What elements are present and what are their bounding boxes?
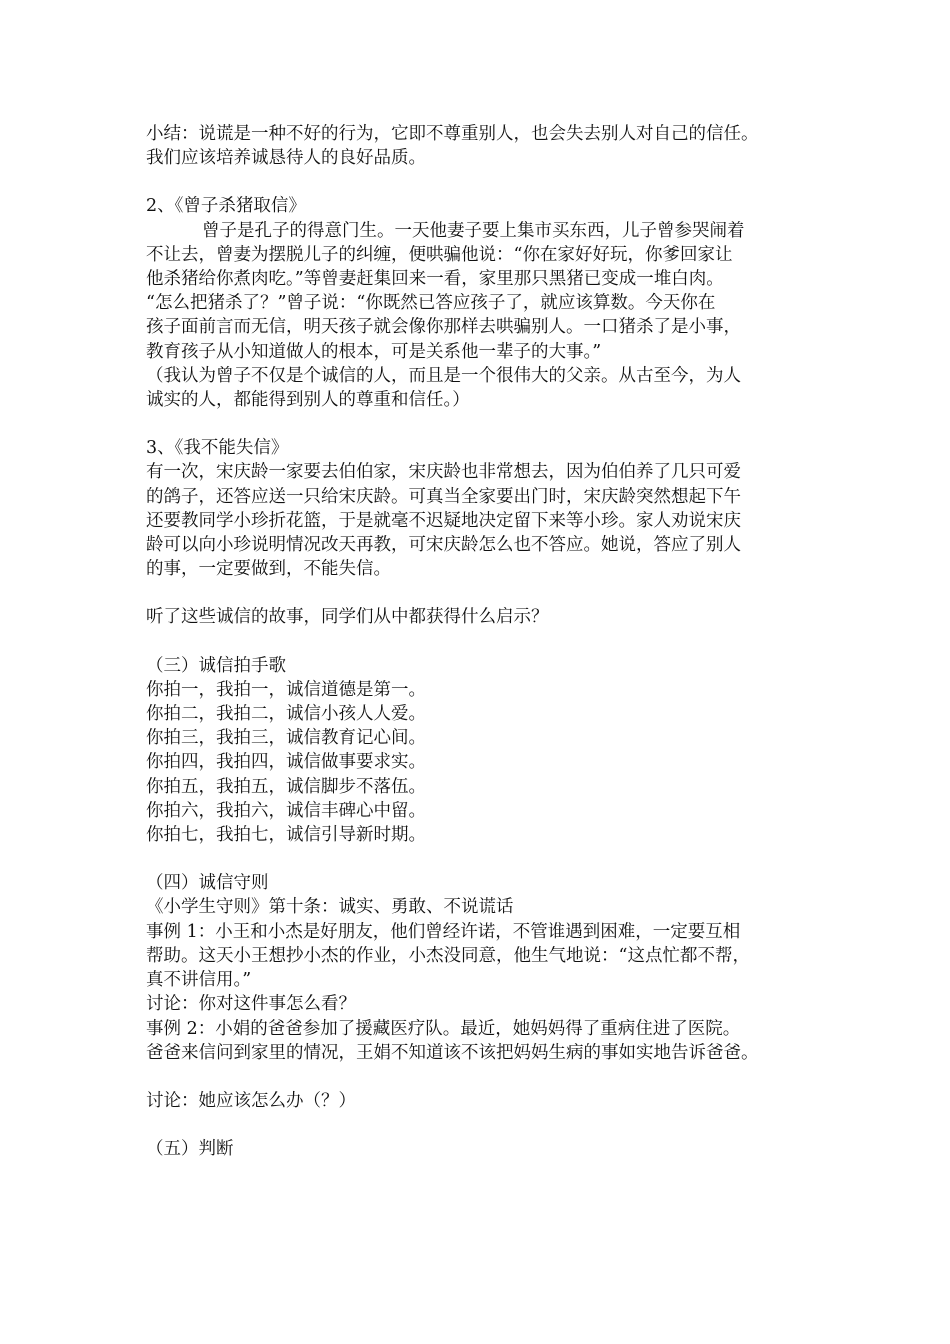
chant-line: 你拍一，我拍一，诚信道德是第一。 (146, 679, 426, 700)
discussion-line: 讨论：她应该怎么办（？） (146, 1090, 356, 1111)
chant-line: 你拍三，我拍三，诚信教育记心间。 (146, 728, 426, 749)
document-body (146, 122, 826, 1161)
summary-line: 小结：说谎是一种不好的行为，它即不尊重别人，也会失去别人对自己的信任。 (146, 124, 759, 144)
paragraph-gap (146, 170, 826, 194)
chant-line: 你拍五，我拍五，诚信脚步不落伍。 (146, 776, 426, 797)
paragraph-gap (146, 1065, 826, 1089)
section5-heading: （五）判断 (146, 1139, 234, 1160)
summary-line: 我们应该培养诚恳待人的良好品质。 (146, 148, 426, 169)
paragraph-gap (146, 630, 826, 654)
section3-heading: （三）诚信拍手歌 (146, 655, 286, 676)
story2-line: （我认为曾子不仅是个诚信的人，而且是一个很伟大的父亲。从古至今，为人 (146, 365, 741, 386)
section4-line: 帮助。这天小王想抄小杰的作业，小杰没同意，他生气地说：“这点忙都不帮， (146, 945, 750, 966)
paragraph-gap (146, 1113, 826, 1137)
story2-line: 孩子面前言而无信，明天孩子就会像你那样去哄骗别人。一口猪杀了是小事， (146, 317, 741, 338)
chant-line: 你拍六，我拍六，诚信丰碑心中留。 (146, 800, 426, 821)
section4-line: 事例 2：小娟的爸爸参加了援藏医疗队。最近，她妈妈得了重病住进了医院。 (146, 1018, 741, 1039)
section4-line: 爸爸来信问到家里的情况，王娟不知道该不该把妈妈生病的事如实地告诉爸爸。 (146, 1042, 759, 1063)
paragraph-gap (146, 412, 826, 436)
story2-line: 教育孩子从小知道做人的根本，可是关系他一辈子的大事。” (146, 341, 602, 362)
section4-line: 讨论：你对这件事怎么看？ (146, 994, 356, 1015)
story2-heading: 2、《曾子杀猪取信》 (146, 196, 306, 217)
story3-line: 还要教同学小珍折花篮，于是就毫不迟疑地决定留下来等小珍。家人劝说宋庆 (146, 510, 741, 531)
paragraph-gap (146, 581, 826, 605)
story2-line: 曾子是孔子的得意门生。一天他妻子要上集市买东西，儿子曾参哭闹着 (202, 220, 745, 241)
chant-line: 你拍七，我拍七，诚信引导新时期。 (146, 825, 426, 846)
section4-line: 《小学生守则》第十条：诚实、勇敢、不说谎话 (146, 897, 514, 918)
story2-line: 不让去，曾妻为摆脱儿子的纠缠，便哄骗他说：“你在家好好玩，你爹回家让 (146, 244, 733, 265)
paragraph-gap (146, 847, 826, 871)
section4-line: 真不讲信用。” (146, 970, 252, 991)
chant-line: 你拍二，我拍二，诚信小孩人人爱。 (146, 704, 426, 725)
story3-line: 的事，一定要做到，不能失信。 (146, 559, 391, 580)
story3-line: 的鸽子，还答应送一只给宋庆龄。可真当全家要出门时，宋庆龄突然想起下午 (146, 486, 741, 507)
story2-line: 诚实的人，都能得到别人的尊重和信任。） (146, 390, 470, 411)
story2-line: “怎么把猪杀了？”曾子说：“你既然已答应孩子了，就应该算数。今天你在 (146, 293, 716, 314)
story3-heading: 3、《我不能失信》 (146, 438, 289, 459)
section4-line: 事例 1：小王和小杰是好朋友，他们曾经许诺，不管谁遇到困难，一定要互相 (146, 921, 741, 942)
chant-line: 你拍四，我拍四，诚信做事要求实。 (146, 752, 426, 773)
story3-line: 有一次，宋庆龄一家要去伯伯家，宋庆龄也非常想去，因为伯伯养了几只可爱 (146, 462, 741, 483)
story3-line: 龄可以向小珍说明情况改天再教，可宋庆龄怎么也不答应。她说，答应了别人 (146, 535, 741, 556)
story2-line: 他杀猪给你煮肉吃。”等曾妻赶集回来一看，家里那只黑猪已变成一堆白肉。 (146, 269, 724, 290)
section4-heading: （四）诚信守则 (146, 873, 269, 894)
question-line: 听了这些诚信的故事，同学们从中都获得什么启示？ (146, 607, 549, 628)
